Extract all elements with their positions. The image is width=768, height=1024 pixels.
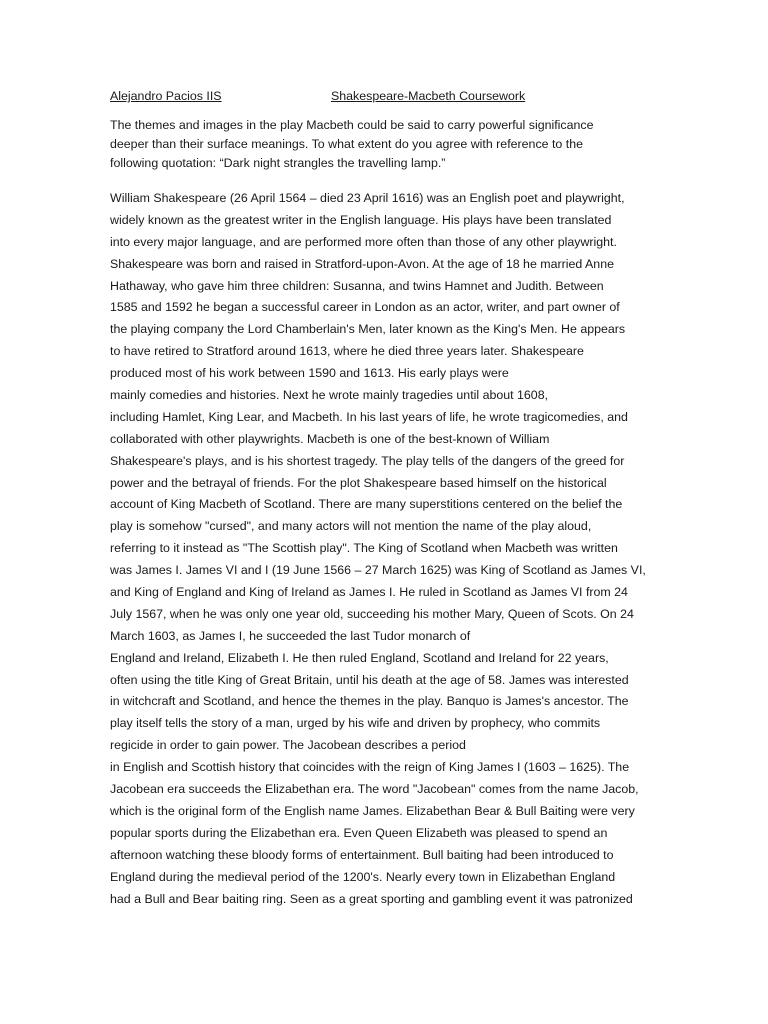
body-line: which is the original form of the English name James. Elizabethan Bear & Bull Baiting were very [110, 803, 635, 818]
author-name: Alejandro Pacios IIS [110, 89, 222, 103]
essay-body [110, 188, 670, 910]
body-line: power and the betrayal of friends. For the plot Shakespeare based himself on the historical [110, 475, 607, 490]
body-line: was James I. James VI and I (19 June 1566 – 27 March 1625) was King of Scotland as James VI, [110, 563, 646, 578]
body-line: in witchcraft and Scotland, and hence the themes in the play. Banquo is James's ancestor. The [110, 694, 629, 709]
body-line: March 1603, as James I, he succeeded the last Tudor monarch of [110, 628, 471, 643]
document-header [110, 87, 670, 105]
body-line: Jacobean era succeeds the Elizabethan era. The word "Jacobean" comes from the name Jacob, [110, 782, 639, 797]
body-line: mainly comedies and histories. Next he wrote mainly tragedies until about 1608, [110, 388, 549, 403]
body-line: the playing company the Lord Chamberlain's Men, later known as the King's Men. He appears [110, 322, 626, 337]
body-line: had a Bull and Bear baiting ring. Seen as a great sporting and gambling event it was patronized [110, 891, 633, 906]
essay-question [110, 116, 670, 173]
body-line: including Hamlet, King Lear, and Macbeth. In his last years of life, he wrote tragicomedies, and [110, 409, 628, 424]
body-line: regicide in order to gain power. The Jacobean describes a period [110, 738, 466, 753]
body-line: popular sports during the Elizabethan era. Even Queen Elizabeth was pleased to spend an [110, 825, 608, 840]
body-line: play is somehow "cursed", and many actors will not mention the name of the play aloud, [110, 519, 592, 534]
body-line: play itself tells the story of a man, urged by his wife and driven by prophecy, who commits [110, 716, 601, 731]
body-line: afternoon watching these bloody forms of entertainment. Bull baiting had been introduced to [110, 847, 614, 862]
body-line: to have retired to Stratford around 1613, where he died three years later. Shakespeare [110, 344, 584, 359]
body-line: in English and Scottish history that coincides with the reign of King James I (1603 – 1625). The [110, 760, 630, 775]
document-title: Shakespeare-Macbeth Coursework [331, 89, 526, 103]
question-line: deeper than their surface meanings. To what extent do you agree with reference to the [110, 137, 583, 151]
body-line: William Shakespeare (26 April 1564 – died 23 April 1616) was an English poet and playwright, [110, 191, 625, 205]
body-line: referring to it instead as "The Scottish play". The King of Scotland when Macbeth was written [110, 541, 618, 556]
body-line: collaborated with other playwrights. Macbeth is one of the best-known of William [110, 431, 550, 446]
question-line: following quotation: “Dark night strangles the travelling lamp.” [110, 156, 446, 170]
body-line: July 1567, when he was only one year old, succeeding his mother Mary, Queen of Scots. On 24 [110, 606, 634, 621]
body-line: produced most of his work between 1590 and 1613. His early plays were [110, 366, 509, 381]
question-line: The themes and images in the play Macbeth could be said to carry powerful significance [110, 118, 594, 132]
body-line: account of King Macbeth of Scotland. There are many superstitions centered on the belief the [110, 497, 623, 512]
body-line: 1585 and 1592 he began a successful career in London as an actor, writer, and part owner of [110, 300, 620, 315]
body-line: England during the medieval period of the 1200's. Nearly every town in Elizabethan England [110, 869, 616, 884]
body-line: and King of England and King of Ireland as James I. He ruled in Scotland as James VI from 24 [110, 585, 628, 600]
body-line: England and Ireland, Elizabeth I. He then ruled England, Scotland and Ireland for 22 years, [110, 650, 609, 665]
body-line: often using the title King of Great Britain, until his death at the age of 58. James was interested [110, 672, 629, 687]
body-line: Shakespeare's plays, and is his shortest tragedy. The play tells of the dangers of the greed for [110, 453, 625, 468]
body-line: Shakespeare was born and raised in Stratford-upon-Avon. At the age of 18 he married Anne [110, 256, 614, 271]
body-line: into every major language, and are performed more often than those of any other playwright. [110, 234, 617, 249]
body-line: widely known as the greatest writer in the English language. His plays have been translated [110, 212, 612, 227]
body-line: Hathaway, who gave him three children: Susanna, and twins Hamnet and Judith. Between [110, 278, 604, 293]
